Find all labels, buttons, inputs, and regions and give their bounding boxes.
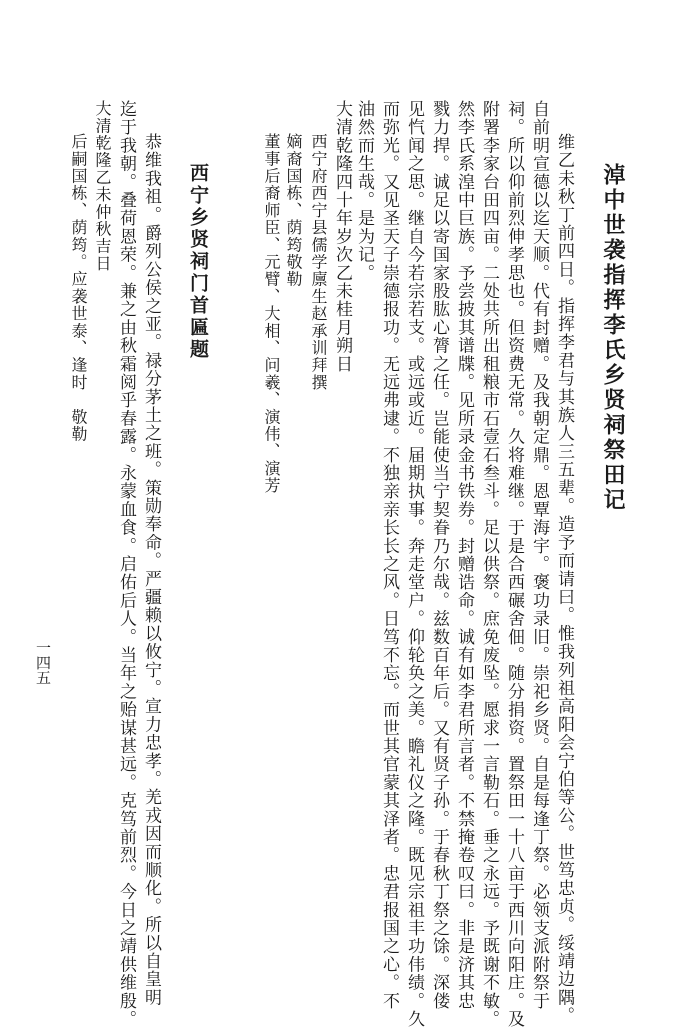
body-column-6: 戮力捍。诚足以寄国家股肱心膂之任。岂能使当宁契眷乃尔哉。兹数百年后。又有贤子孙。于春秋丁祭之馀。深偻	[429, 100, 449, 1010]
dateline: 大清乾隆四十年岁次乙未桂月朔日	[332, 100, 352, 373]
body-column-5: 然李氏系湟中巨族。予尝披其谱牒。见所录金书铁券。封赠诰命。诚有如李君所言者。不禁掩卷叹曰。非是济其忠	[454, 100, 474, 1010]
plaque-signature: 后嗣国栋、荫筠。应袭世泰、逢时 敬勒	[69, 133, 88, 443]
body-column-4: 附署李家台田四亩。二处共所出租粮市石壹石叁斗。足以供祭。庶免废坠。愿求一言勒石。垂之永远。予既谢不敏。	[479, 100, 499, 1028]
body-column-9: 油然而生哉。是为记。	[354, 100, 374, 282]
document-title: 淖中世袭指挥李氏乡贤祠祭田记	[600, 163, 625, 513]
page-number: 一四五	[34, 640, 52, 685]
plaque-column-2: 迄于我朝。叠荷恩荣。兼之由秋霜阅乎春露。永蒙血食。启佑后人。当年之贻谋甚远。克笃前烈。今日之靖供维殷。	[116, 100, 136, 1028]
body-column-1: 维乙未秋丁前四日。指挥李君与其族人三五辈。造予而请曰。惟我列祖高阳会宁伯等公。世笃忠贞。绥靖边隅。	[554, 133, 574, 1025]
donors-line-1: 嫡裔国栋、荫筠敬勒	[284, 133, 303, 288]
body-column-8: 而弥光。又见圣天子崇德报功。无远弗逮。不独亲亲长长之风。日笃不忘。而世其官蒙其泽者。忠君报国之心。不	[379, 100, 399, 1010]
body-column-3: 祠。所以仰前烈伸孝思也。但资费无常。久将难继。于是合西碾舍佃。随分捐资。置祭田一十八亩于西川向阳庄。及	[504, 100, 524, 1028]
author-line: 西宁府西宁县儒学廪生赵承训拜撰	[309, 133, 328, 391]
plaque-column-1: 恭维我祖。爵列公侯之亚。禄分茅土之班。策勋奉命。严疆赖以攸宁。宣力忠孝。羌戎因而顺化。所以自皇明	[141, 133, 161, 1007]
donors-line-2: 董事后裔师臣、元臂、大相、问羲、演伟、演芳	[262, 133, 281, 495]
plaque-dateline: 大清乾隆乙未仲秋吉日	[93, 100, 112, 272]
plaque-title: 西宁乡贤祠门首匾题	[187, 163, 209, 361]
body-column-7: 见忾闻之思。继自今若宗若支。或远或近。届期执事。奔走堂户。仰轮奂之美。瞻礼仪之隆。既见宗祖丰功伟绩。久	[404, 100, 424, 1028]
body-column-2: 自前明宣德以迄天顺。代有封赠。及我朝定鼎。恩覃海宇。褒功录旧。崇祀乡贤。自是每逢丁祭。必领支派附祭于	[529, 100, 549, 1010]
